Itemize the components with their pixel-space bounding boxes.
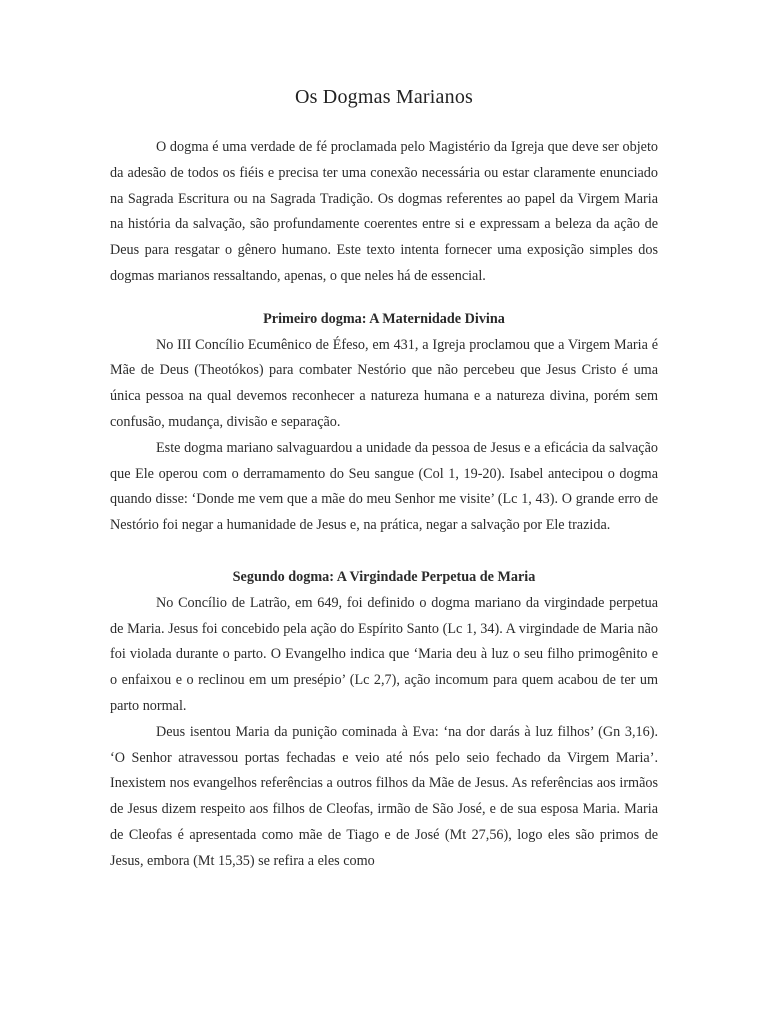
section-2-paragraph-1: No Concílio de Latrão, em 649, foi definido o dogma mariano da virgindade perpetua de Maria. Jesus foi concebido pela ação do Espírito Santo (Lc 1, 34). A virgindade de Maria não foi violada durante o parto. O Evangelho indica que ‘Maria deu à luz o seu filho primogênito e o enfaixou e o reclinou em um presépio’ (Lc 2,7), ação incomum para quem acabou de ter um parto normal. (110, 594, 658, 714)
section-heading-segundo-dogma: Segundo dogma: A Virgindade Perpetua de Maria (232, 568, 536, 585)
section-2-paragraph-2: Deus isentou Maria da punição cominada à Eva: ‘na dor darás à luz filhos’ (Gn 3,16). ‘O Senhor atravessou portas fechadas e veio até nós pelo seio fechado da Virgem Maria’. Inexistem nos evangelhos referências a outros filhos da Mãe de Jesus. As referências aos irmãos de Jesus dizem respeito aos filhos de Cleofas, irmão de São José, e de sua esposa Maria. Maria de Cleofas é apresentada como mãe de Tiago e de José (Mt 27,56), logo eles são primos de Jesus, embora (Mt 15,35) se refira a eles como (110, 723, 658, 869)
section-1-paragraph-2: Este dogma mariano salvaguardou a unidade da pessoa de Jesus e a eficácia da salvação que Ele operou com o derramamento do Seu sangue (Col 1, 19-20). Isabel antecipou o dogma quando disse: ‘Donde me vem que a mãe do meu Senhor me visite’ (Lc 1, 43). O grande erro de Nestório foi negar a humanidade de Jesus e, na prática, negar a salvação por Ele trazida. (110, 439, 658, 534)
section-1-paragraph-1: No III Concílio Ecumênico de Éfeso, em 431, a Igreja proclamou que a Virgem Maria é Mãe de Deus (Theotókos) para combater Nestório que não percebeu que Jesus Cristo é uma única pessoa na qual devemos reconhecer a natureza humana e a natureza divina, porém sem confusão, mudança, divisão e separação. (110, 336, 658, 430)
document-title: Os Dogmas Marianos (294, 86, 474, 108)
intro-paragraph: O dogma é uma verdade de fé proclamada pelo Magistério da Igreja que deve ser objeto da adesão de todos os fiéis e precisa ter uma conexão necessária ou estar claramente enunciado na Sagrada Escritura ou na Sagrada Tradição. Os dogmas referentes ao papel da Virgem Maria na história da salvação, são profundamente coerentes entre si e expressam a beleza da ação de Deus para resgatar o gênero humano. Este texto intenta fornecer uma exposição simples dos dogmas marianos ressaltando, apenas, o que neles há de essencial. (110, 139, 658, 284)
section-heading-primeiro-dogma: Primeiro dogma: A Maternidade Divina (263, 310, 505, 327)
